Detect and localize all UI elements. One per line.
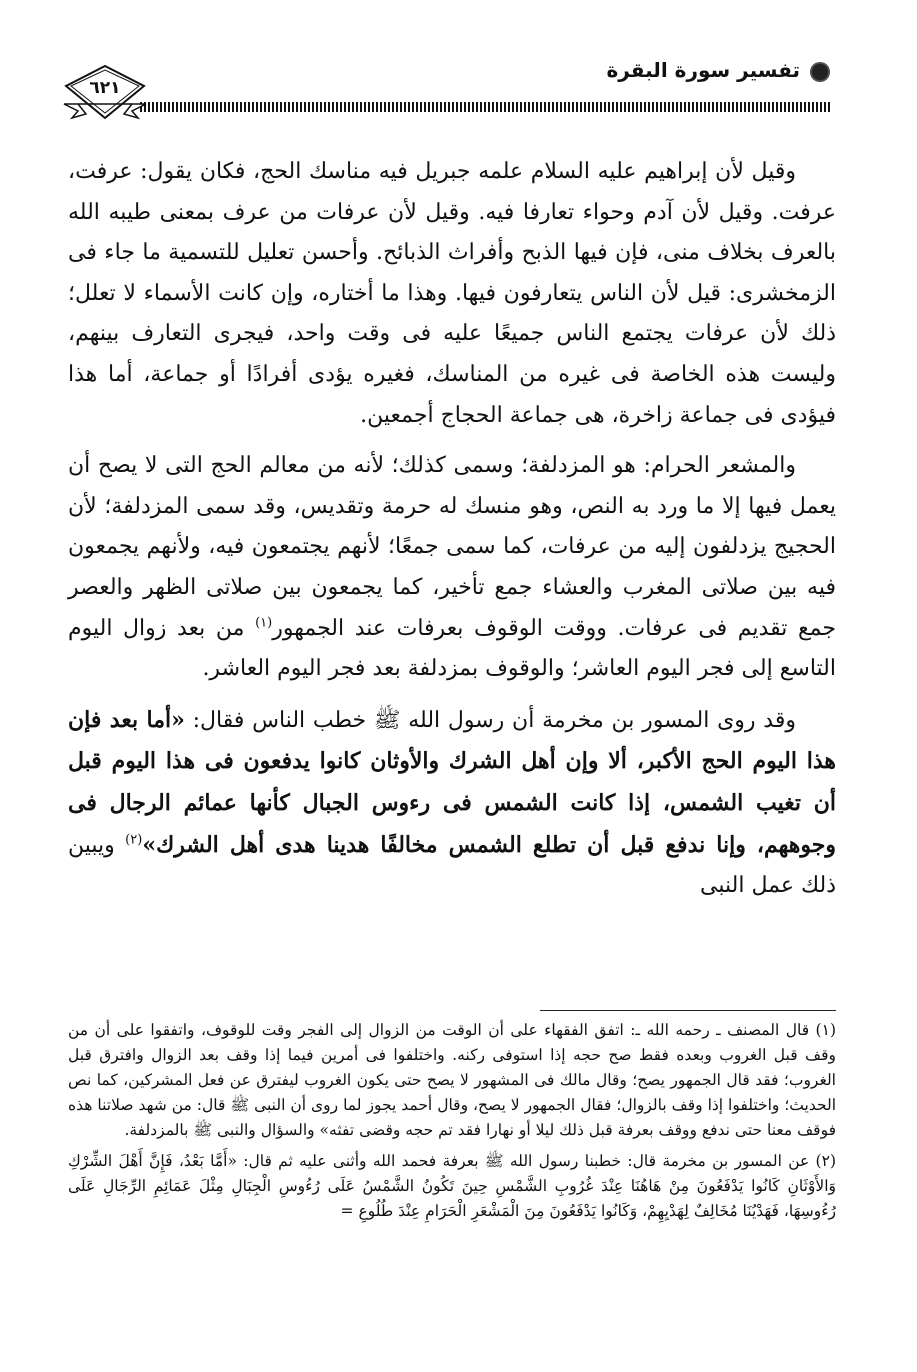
page-number-badge: [60, 64, 150, 136]
page-number: ٦٢١: [89, 78, 121, 98]
footnote-divider: [540, 1010, 836, 1011]
footnote-ref: (٢): [125, 832, 143, 848]
paragraph-arafat: وقيل لأن إبراهيم عليه السلام علمه جبريل فيه مناسك الحج، فكان يقول: عرفت، عرفت. وقيل لأن آدم وحواء تعارفا فيه. وقيل لأن عرفات من عرف بمعنى طيبه الله بالعرف بخلاف منى، فإن فيها الذبح وأفراث الذبائح. وأحسن تعليل للتسمية ما جاء فى الزمخشرى: قيل لأن الناس يتعارفون فيها. وهذا ما أختاره، وإن كانت الأسماء لا تعلل؛ ذلك لأن عرفات يجتمع الناس جميعًا عليه فى وقت واحد، فيجرى التعارف بينهم، وليست هذه الخاصة فى غيره من المناسك، فغيره يؤدى أفرادًا أو جماعة، أما هذا فيؤدى فى جماعة زاخرة، هى جماعة الحجاج أجمعين.: [68, 159, 836, 428]
main-text: [68, 152, 836, 907]
paragraph-hadith: [68, 700, 836, 907]
paragraph-text: ويبين ذلك عمل النبى: [68, 832, 836, 899]
footnote-1: (١) قال المصنف ـ رحمه الله ـ: اتفق الفقهاء على أن الوقت من الزوال إلى الفجر وقت للوقوف، واتفقوا على أن من وقف قبل الغروب وبعده فقط صح حجه إذا استوفى ركنه. واختلفوا فى أمرين فيما إذا وقف بعد الزوال وافترق قبل الغروب؛ فقد قال الجمهور يصح؛ وقال مالك فى المشهور لا يصح حتى يكون الغروب ليفترق عن فعل المشركين، كما نص الحديث؛ واختلفوا إذا وقف بالزوال؛ فقال الجمهور لا يصح، وقال أحمد يجوز لما روى أن النبى ﷺ قال: من شهد صلاتنا هذه فوقف معنا حتى ندفع ووقف بعرفة قبل ذلك ليلا أو نهارا فقد تم حجه وقضى تفثه» والسؤال والنبى ﷺ بالمزدلفة.: [68, 1021, 836, 1139]
header-rule: [140, 102, 830, 112]
running-title: تفسير سورة البقرة: [606, 58, 800, 82]
paragraph-text: والمشعر الحرام: هو المزدلفة؛ وسمى كذلك؛ لأنه من معالم الحج التى لا يصح أن يعمل فيها إلا ما ورد به النص، وهو منسك له حرمة وتقديس، وقد سمى المزدلفة؛ لأن الحجيج يزدلفون إليه من عرفات، كما سمى جمعًا؛ لأنهم يجتمعون فيه، ولأنهم يجمعون فيه بين صلاتى المغرب والعشاء جمع تأخير، كما يجمعون بين صلاتى الظهر والعصر جمع تقديم فى عرفات. ووقت الوقوف بعرفات عند الجمهور: [68, 453, 836, 641]
ribbon-frame-icon: [60, 64, 150, 136]
paragraph-text: وقد روى المسور بن مخرمة أن رسول الله ﷺ خطب الناس فقال:: [184, 707, 796, 733]
footnote-2: (٢) عن المسور بن مخرمة قال: خطبنا رسول الله ﷺ بعرفة فحمد الله وأثنى عليه ثم قال: «أَمَّا بَعْدُ، فَإِنَّ أَهْلَ الشِّرْكِ وَالأَوْثَانِ كَانُوا يَدْفَعُونَ مِنْ هَاهُنَا عِنْدَ غُرُوبِ الشَّمْسِ حِينَ تَكُونُ الشَّمْسُ عَلَى رُءُوسِ الْجِبَالِ مِثْلَ عَمَائِمِ الرِّجَالِ عَلَى رُءُوسِهَا، فَهَدْيُنَا مُخَالِفٌ لِهَدْيِهِمْ، وَكَانُوا يَدْفَعُونَ مِنَ الْمَشْعَرِ الْحَرَامِ عِنْدَ طُلُوعِ =: [68, 1152, 836, 1220]
paragraph-mashar: [68, 446, 836, 690]
paragraph-text: من بعد زوال اليوم التاسع إلى فجر اليوم العاشر؛ والوقوف بمزدلفة بعد فجر اليوم العاشر.: [68, 615, 836, 682]
footnotes: [68, 1018, 836, 1224]
page-header: [60, 56, 830, 116]
bullet-icon: [810, 62, 830, 82]
hadith-quote: «أما بعد فإن هذا اليوم الحج الأكبر، ألا وإن أهل الشرك والأوثان كانوا يدفعون فى هذا اليوم قبل أن تغيب الشمس، إذا كانت الشمس فى رءوس الجبال كأنها عمائم الرجال فى وجوههم، وإنا ندفع قبل أن تطلع الشمس مخالفًا هدينا هدى أهل الشرك»: [68, 706, 836, 858]
footnote-ref: (١): [255, 615, 273, 631]
